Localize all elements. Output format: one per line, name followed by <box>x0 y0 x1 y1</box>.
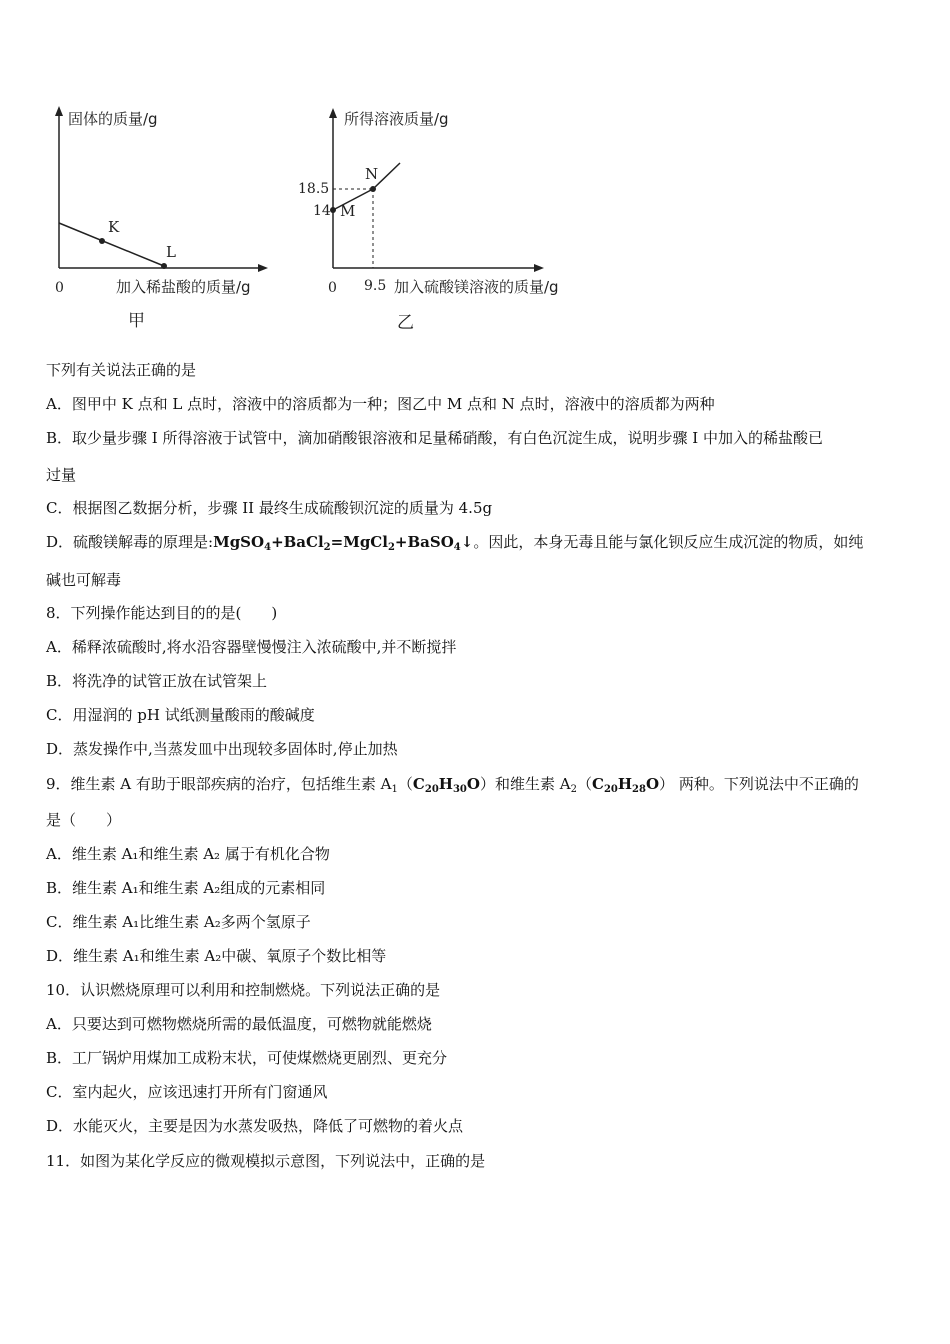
q7-d-equation: MgSO$_4$+BaCl$_2$=MgCl$_2$+BaSO$_4$↓ <box>213 533 474 553</box>
yi-label-n: N <box>365 165 379 183</box>
yi-point-n <box>370 186 376 192</box>
q10-option-b: B．工厂锅炉用煤加工成粉末状，可使煤燃烧更剧烈、更充分 <box>46 1049 448 1067</box>
q7-option-d <box>46 531 916 553</box>
q9-formula-a1: $C_{20}H_{30}O$ <box>412 775 480 795</box>
q10-option-c: C．室内起火，应该迅速打开所有门窗通风 <box>46 1083 328 1101</box>
q9-formula-a2: $C_{20}H_{28}O$ <box>591 775 660 795</box>
yi-ytick-14: 14 <box>313 203 331 219</box>
q9-stem-suffix: 两种。下列说法中不正确的 <box>678 775 859 793</box>
yi-x-arrow <box>534 264 544 272</box>
q9-stem-cont: 是（ ） <box>46 811 122 829</box>
jia-label-l: L <box>166 243 176 261</box>
q9-stem: 9．维生素 A 有助于眼部疾病的治疗，包括维生素 $A_1(C_{20}H_{30}O)$和维生素 $A_2(C_{20}H_{28}O)$ 两种。下列说法中不正确的 <box>46 775 859 795</box>
jia-point-l <box>161 263 167 269</box>
jia-xlabel: 加入稀盐酸的质量/g <box>116 278 251 296</box>
yi-point-m <box>330 207 336 213</box>
q9-option-a: A．维生素 A₁和维生素 A₂ 属于有机化合物 <box>46 845 330 863</box>
q8-option-d: D．蒸发操作中,当蒸发皿中出现较多固体时,停止加热 <box>46 740 398 758</box>
jia-ylabel: 固体的质量/g <box>68 110 158 128</box>
q8-option-c: C．用湿润的 pH 试纸测量酸雨的酸碱度 <box>46 706 315 724</box>
yi-y-arrow <box>329 108 337 118</box>
figure-area <box>0 0 950 345</box>
jia-y-arrow <box>55 106 63 116</box>
yi-xlabel: 加入硫酸镁溶液的质量/g <box>394 278 559 296</box>
yi-caption: 乙 <box>397 313 414 333</box>
q9-option-c: C．维生素 A₁比维生素 A₂多两个氢原子 <box>46 913 311 931</box>
jia-origin: 0 <box>55 280 64 296</box>
chart-jia <box>55 106 268 331</box>
jia-label-k: K <box>108 218 120 236</box>
q8-option-a: A．稀释浓硫酸时,将水沿容器壁慢慢注入浓硫酸中,并不断搅拌 <box>46 638 457 656</box>
q10-stem: 10．认识燃烧原理可以利用和控制燃烧。下列说法正确的是 <box>46 981 441 999</box>
jia-point-k <box>99 238 105 244</box>
q7-option-a: A．图甲中 K 点和 L 点时，溶液中的溶质都为一种；图乙中 M 点和 N 点时，溶液中的溶质都为两种 <box>46 395 715 413</box>
q9-option-d: D．维生素 A₁和维生素 A₂中碳、氧原子个数比相等 <box>46 947 387 965</box>
q7-option-c: C．根据图乙数据分析，步骤 II 最终生成硫酸钡沉淀的质量为 4.5g <box>46 499 493 517</box>
jia-caption: 甲 <box>128 311 145 331</box>
q11-stem: 11．如图为某化学反应的微观模拟示意图，下列说法中，正确的是 <box>46 1152 486 1170</box>
yi-xtick: 9.5 <box>364 278 387 294</box>
q7-d-suffix: 。因此，本身无毒且能与氯化钡反应生成沉淀的物质，如纯 <box>473 533 864 551</box>
q8-stem: 8．下列操作能达到目的的是( ) <box>46 604 278 622</box>
chart-yi <box>298 108 559 333</box>
jia-x-arrow <box>258 264 268 272</box>
q7-option-b-cont: 过量 <box>46 466 77 484</box>
yi-origin: 0 <box>328 280 337 296</box>
q7-option-d-cont: 碱也可解毒 <box>46 571 122 589</box>
q9-stem-prefix: 9．维生素 A 有助于眼部疾病的治疗，包括维生素 A <box>46 775 392 793</box>
yi-ylabel: 所得溶液质量/g <box>344 110 449 128</box>
yi-ytick-18-5: 18.5 <box>298 181 330 197</box>
q7-d-prefix: D．硫酸镁解毒的原理是: <box>46 533 214 551</box>
q7-stem: 下列有关说法正确的是 <box>46 361 197 379</box>
q9-stem-mid: 和维生素 A <box>494 775 571 793</box>
yi-label-m: M <box>340 202 356 220</box>
q10-option-d: D．水能灭火，主要是因为水蒸发吸热，降低了可燃物的着火点 <box>46 1117 464 1135</box>
figures-svg <box>0 0 950 345</box>
q10-option-a: A．只要达到可燃物燃烧所需的最低温度，可燃物就能燃烧 <box>46 1015 432 1033</box>
q9-option-b: B．维生素 A₁和维生素 A₂组成的元素相同 <box>46 879 326 897</box>
q8-option-b: B．将洗净的试管正放在试管架上 <box>46 672 268 690</box>
q7-option-b: B．取少量步骤 I 所得溶液于试管中，滴加硝酸银溶液和足量稀硝酸，有白色沉淀生成，说明步骤 I 中加入的稀盐酸已 <box>46 429 823 447</box>
